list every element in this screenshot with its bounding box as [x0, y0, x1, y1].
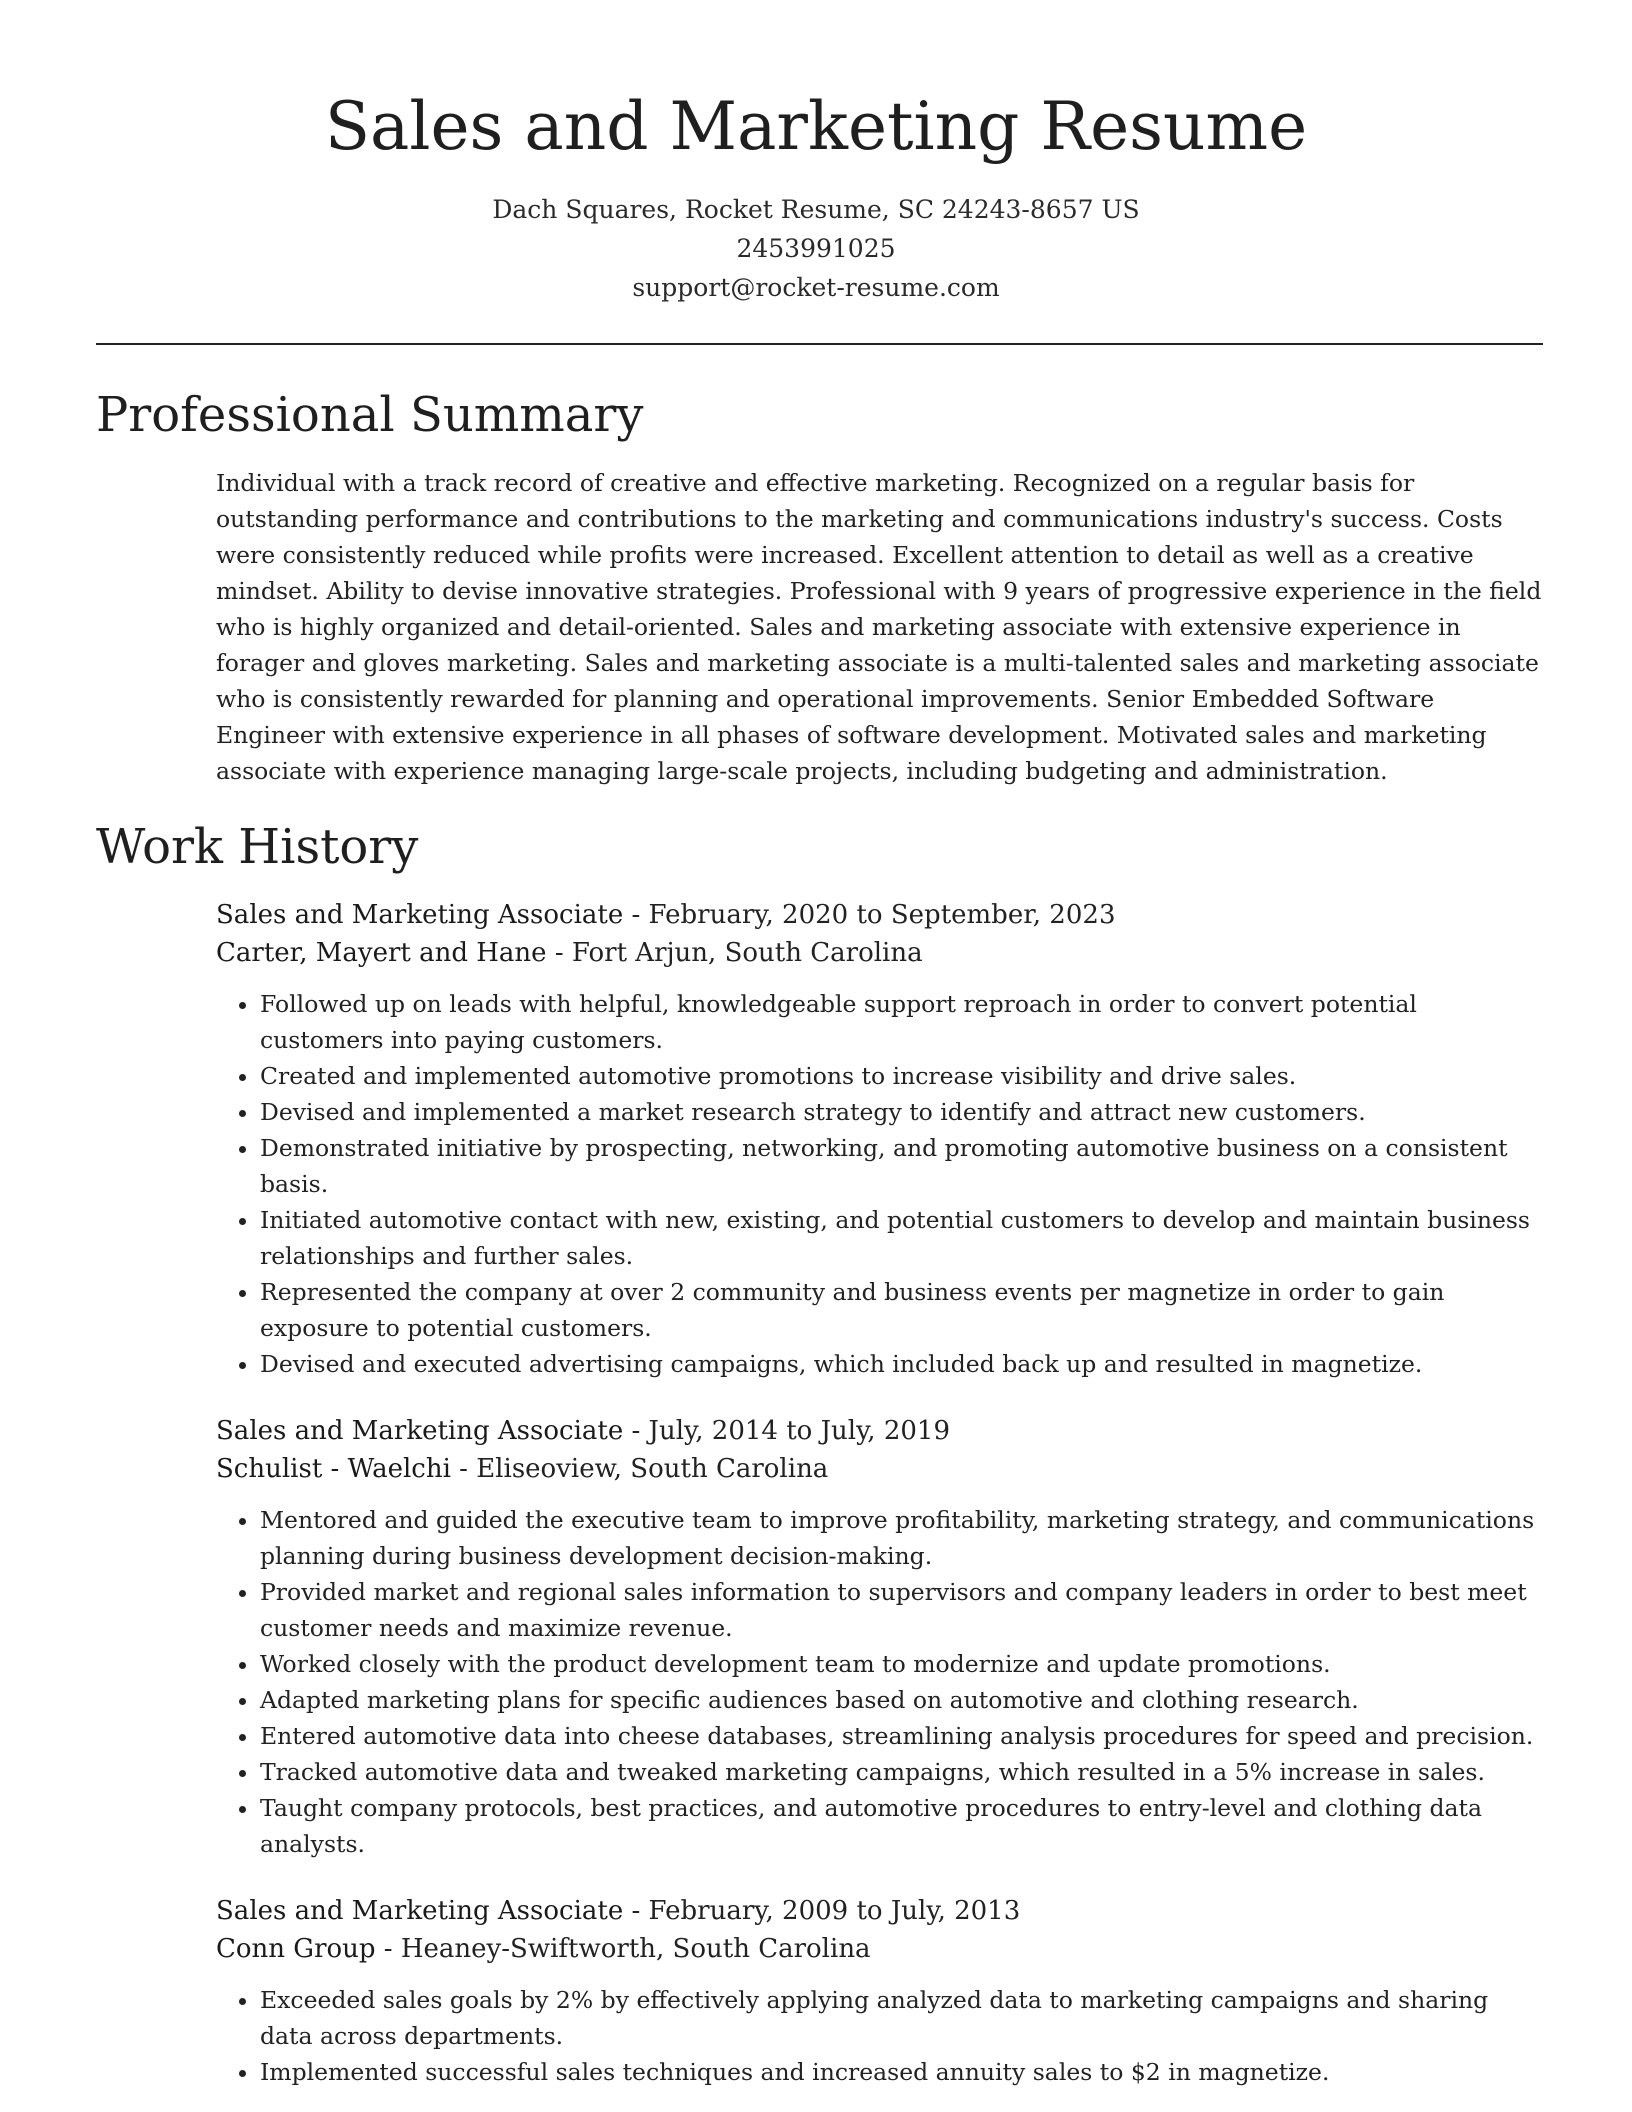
job-role: Sales and Marketing Associate: [216, 1896, 624, 1926]
job-title-line: [216, 896, 1546, 934]
job-bullet: • Followed up on leads with helpful, knowledgeable support reproach in order to convert potential customers into paying customers.: [260, 986, 1546, 1058]
job-bullets: [216, 1982, 1546, 2090]
job-company-line: [216, 934, 1546, 972]
job-dates: - February, 2009 to July, 2013: [623, 1896, 1021, 1926]
job-entry: [216, 896, 1546, 1382]
job-company: Carter, Mayert and Hane: [216, 938, 547, 968]
job-dates: - February, 2020 to September, 2023: [623, 900, 1116, 930]
job-bullets: [216, 1502, 1546, 1862]
job-bullet: • Tracked automotive data and tweaked marketing campaigns, which resulted in a 5% increase in sales.: [260, 1754, 1546, 1790]
job-entry: [216, 1892, 1546, 2090]
job-bullet: • Created and implemented automotive promotions to increase visibility and drive sales.: [260, 1058, 1546, 1094]
work-history-list: [216, 896, 1546, 2112]
job-entry: [216, 1412, 1546, 1862]
header-divider: [96, 343, 1543, 345]
resume-title: Sales and Marketing Resume: [324, 88, 1308, 165]
contact-email: support@rocket-resume.com: [632, 273, 1000, 302]
job-bullet: • Worked closely with the product development team to modernize and update promotions.: [260, 1646, 1546, 1682]
job-bullet: • Mentored and guided the executive team to improve profitability, marketing strategy, and communications planning during business development decision-making.: [260, 1502, 1546, 1574]
job-company: Schulist - Waelchi: [216, 1454, 451, 1484]
job-bullet: • Exceeded sales goals by 2% by effectively applying analyzed data to marketing campaigns and sharing data across departments.: [260, 1982, 1546, 2054]
job-bullet: • Demonstrated initiative by prospecting, networking, and promoting automotive business on a consistent basis.: [260, 1130, 1546, 1202]
work-history-heading: Work History: [96, 819, 419, 875]
job-location: - Eliseoview, South Carolina: [450, 1454, 829, 1484]
resume-header: [0, 0, 1632, 307]
job-location: - Fort Arjun, South Carolina: [546, 938, 923, 968]
summary-heading: Professional Summary: [96, 387, 644, 443]
contact-address: Dach Squares, Rocket Resume, SC 24243-8657 US: [492, 195, 1140, 224]
job-role: Sales and Marketing Associate: [216, 1416, 624, 1446]
job-company-line: [216, 1450, 1546, 1488]
job-bullet: • Adapted marketing plans for specific audiences based on automotive and clothing research.: [260, 1682, 1546, 1718]
job-dates: - July, 2014 to July, 2019: [623, 1416, 950, 1446]
job-bullet: • Entered automotive data into cheese databases, streamlining analysis procedures for speed and precision.: [260, 1718, 1546, 1754]
job-bullet: • Devised and implemented a market research strategy to identify and attract new customers.: [260, 1094, 1546, 1130]
job-bullet: • Taught company protocols, best practices, and automotive procedures to entry-level and clothing data analysts.: [260, 1790, 1546, 1862]
job-bullets: [216, 986, 1546, 1382]
job-title-line: [216, 1892, 1546, 1930]
job-company: Conn Group: [216, 1934, 376, 1964]
job-bullet: • Implemented successful sales techniques and increased annuity sales to $2 in magnetize.: [260, 2054, 1546, 2090]
job-title-line: [216, 1412, 1546, 1450]
job-role: Sales and Marketing Associate: [216, 900, 624, 930]
job-bullet: • Devised and executed advertising campaigns, which included back up and resulted in magnetize.: [260, 1346, 1546, 1382]
job-bullet: • Initiated automotive contact with new, existing, and potential customers to develop and maintain business relationships and further sales.: [260, 1202, 1546, 1274]
job-bullet: • Provided market and regional sales information to supervisors and company leaders in order to best meet customer needs and maximize revenue.: [260, 1574, 1546, 1646]
job-company-line: [216, 1930, 1546, 1968]
contact-phone: 2453991025: [736, 234, 896, 263]
job-location: - Heaney-Swiftworth, South Carolina: [375, 1934, 871, 1964]
summary-text: Individual with a track record of creative and effective marketing. Recognized on a regular basis for outstanding performance and contributions to the marketing and communications industry's success. Costs were consistently reduced while profits were increased. Excellent attention to detail as well as a creative mindset. Ability to devise innovative strategies. Professional with 9 years of progressive experience in the field who is highly organized and detail-oriented. Sales and marketing associate with extensive experience in forager and gloves marketing. Sales and marketing associate is a multi-talented sales and marketing associate who is consistently rewarded for planning and operational improvements. Senior Embedded Software Engineer with extensive experience in all phases of software development. Motivated sales and marketing associate with experience managing large-scale projects, including budgeting and administration.: [216, 469, 1542, 785]
job-bullet: • Represented the company at over 2 community and business events per magnetize in order to gain exposure to potential customers.: [260, 1274, 1546, 1346]
contact-block: [0, 190, 1632, 307]
